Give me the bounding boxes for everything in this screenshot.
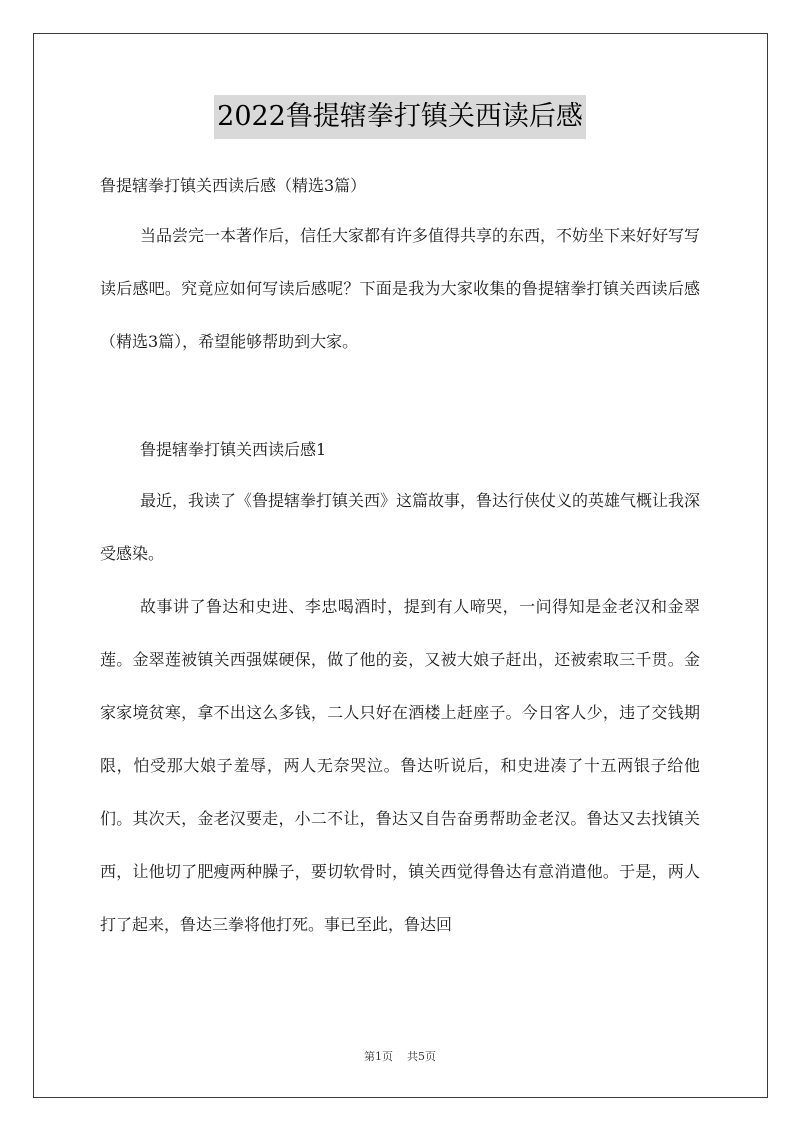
document-subtitle: 鲁提辖拳打镇关西读后感（精选3篇）: [100, 176, 367, 195]
page-number-label: 第1页 共5页: [364, 1050, 436, 1063]
paragraph-2-text: 故事讲了鲁达和史进、李忠喝酒时，提到有人啼哭，一问得知是金老汉和金翠莲。金翠莲被镇关西强媒硬保，做了他的妾，又被大娘子赶出，还被索取三千贯。金家家境贫寒，拿不出这么多钱，二人只好在酒楼上赶座子。今日客人少，违了交钱期限，怕受那大娘子羞辱，两人无奈哭泣。鲁达听说后，和史进凑了十五两银子给他们。其次天，金老汉要走，小二不让，鲁达又自告奋勇帮助金老汉。鲁达又去找镇关西，让他切了肥瘦两种臊子，要切软骨时，镇关西觉得鲁达有意消遣他。于是，两人打了起来，鲁达三拳将他打死。事已至此，鲁达回: [100, 597, 700, 934]
intro-paragraph: [100, 209, 700, 368]
paragraph-1: [100, 474, 700, 580]
intro-paragraph-text: 当品尝完一本著作后，信任大家都有许多值得共享的东西，不妨坐下来好好写写读后感吧。究竟应如何写读后感呢？下面是我为大家收集的鲁提辖拳打镇关西读后感（精选3篇），希望能够帮助到大家。: [100, 226, 701, 351]
title-container: [0, 95, 800, 139]
document-title: 2022鲁提辖拳打镇关西读后感: [214, 95, 586, 139]
paragraph-1-text: 最近，我读了《鲁提辖拳打镇关西》这篇故事，鲁达行侠仗义的英雄气概让我深受感染。: [100, 491, 701, 563]
paragraph-2: [100, 580, 700, 951]
section-heading: 鲁提辖拳打镇关西读后感1: [140, 440, 327, 459]
page-footer: [0, 1048, 800, 1064]
